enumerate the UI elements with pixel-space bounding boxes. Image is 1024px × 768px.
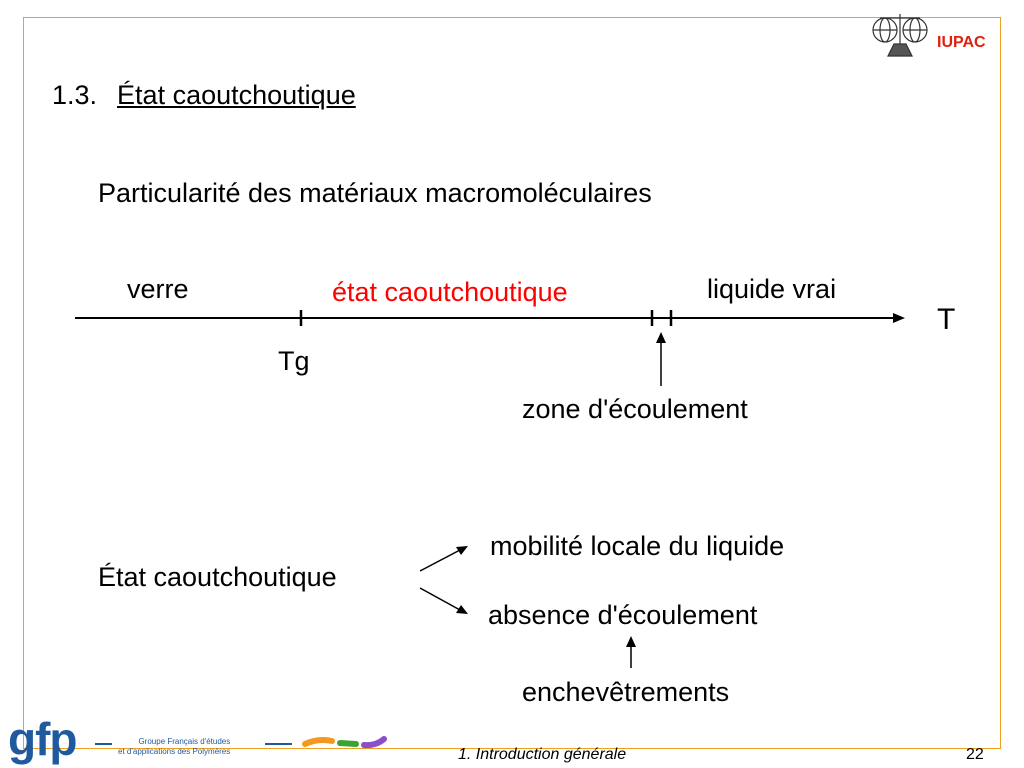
region-glass-label: verre [127,274,189,304]
gfp-subtitle-line1: Groupe Français d'études [138,737,231,746]
property-no-flow: absence d'écoulement [488,600,758,630]
region-liquid-label: liquide vrai [707,274,837,304]
rubbery-state-label: État caoutchoutique [98,562,337,592]
gfp-subtitle-line2: et d'applications des Polymères [118,747,231,756]
page-number: 22 [966,746,984,763]
gfp-subtitle [118,737,230,757]
flow-zone-label: zone d'écoulement [522,394,748,424]
temperature-axis [75,310,905,326]
region-rubbery-label: état caoutchoutique [332,277,568,307]
iupac-emblem-icon [873,14,927,56]
tg-label: Tg [278,346,310,376]
gfp-dashes [305,739,384,745]
footer-section: 1. Introduction générale [458,746,627,763]
iupac-logo-text: IUPAC [937,34,986,51]
property-local-mobility: mobilité locale du liquide [490,531,785,561]
gfp-logo: gfp [8,713,77,765]
entanglement-arrow [626,636,636,668]
section-title: État caoutchoutique [117,80,356,110]
branch-arrow-lower [420,588,468,614]
section-number: 1.3. [52,80,98,110]
flow-zone-arrow [656,332,666,386]
subtitle: Particularité des matériaux macromoléculaires [98,178,652,208]
axis-arrowhead-icon [893,313,905,323]
cause-entanglements: enchevêtrements [522,677,730,707]
branch-arrow-upper [420,546,468,571]
page-title [52,80,356,111]
axis-label-t: T [937,303,956,336]
